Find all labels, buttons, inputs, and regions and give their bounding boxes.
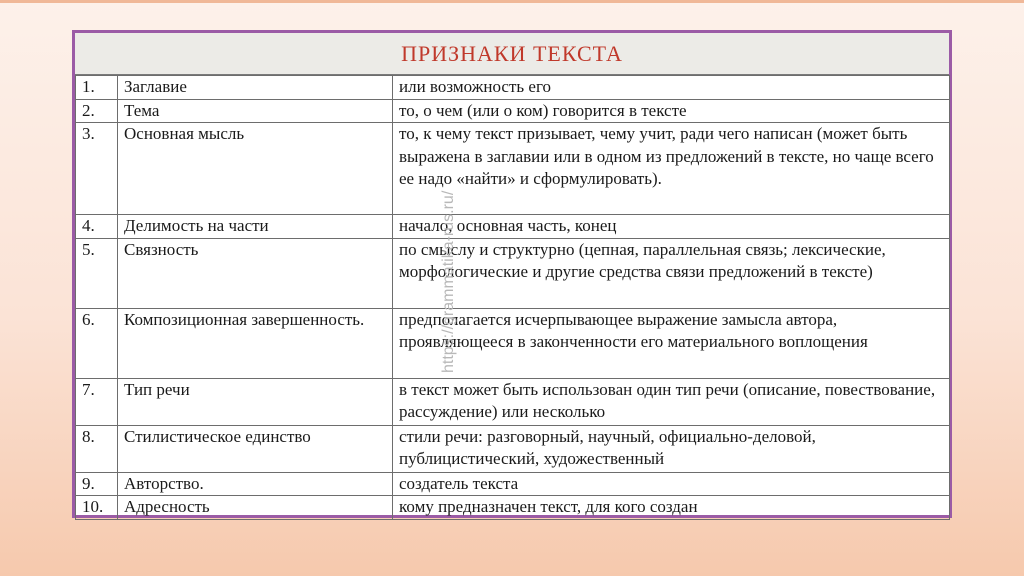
table-row (76, 215, 950, 239)
feature-description: то, о чем (или о ком) говорится в тексте (393, 99, 950, 123)
row-number: 10. (76, 496, 118, 520)
table-row (76, 76, 950, 100)
row-number: 4. (76, 215, 118, 239)
table-row (76, 308, 950, 378)
feature-name: Тип речи (118, 378, 393, 425)
table-row (76, 99, 950, 123)
row-number: 8. (76, 425, 118, 472)
top-accent-line (0, 0, 1024, 3)
feature-name: Стилистическое единство (118, 425, 393, 472)
row-number: 1. (76, 76, 118, 100)
feature-description: создатель текста (393, 472, 950, 496)
feature-name: Композиционная завершенность. (118, 308, 393, 378)
table-row (76, 496, 950, 520)
feature-description: начало, основная часть, конец (393, 215, 950, 239)
table-row (76, 238, 950, 308)
feature-name: Делимость на части (118, 215, 393, 239)
feature-description: по смыслу и структурно (цепная, параллельная связь; лексические, морфологические и другие средства связи предложений в тексте) (393, 238, 950, 308)
row-number: 3. (76, 123, 118, 215)
table-row (76, 123, 950, 215)
site-watermark: https://grammatika-rus.ru/ (440, 190, 457, 373)
feature-name: Связность (118, 238, 393, 308)
feature-description: то, к чему текст призывает, чему учит, ради чего написан (может быть выражена в заглавии или в одном из предложений в тексте, но чаще всего ее надо «найти» и сформулировать). (393, 123, 950, 215)
feature-name: Адресность (118, 496, 393, 520)
row-number: 5. (76, 238, 118, 308)
feature-name: Авторство. (118, 472, 393, 496)
row-number: 2. (76, 99, 118, 123)
table-title: ПРИЗНАКИ ТЕКСТА (401, 41, 623, 66)
features-table (75, 75, 950, 520)
feature-description: или возможность его (393, 76, 950, 100)
feature-description: стили речи: разговорный, научный, официально-деловой, публицистический, художественный (393, 425, 950, 472)
title-bar (75, 33, 949, 75)
row-number: 9. (76, 472, 118, 496)
feature-description: предполагается исчерпывающее выражение замысла автора, проявляющееся в законченности его материального воплощения (393, 308, 950, 378)
table-row (76, 425, 950, 472)
feature-description: кому предназначен текст, для кого создан (393, 496, 950, 520)
table-row (76, 472, 950, 496)
row-number: 7. (76, 378, 118, 425)
table-row (76, 378, 950, 425)
feature-name: Заглавие (118, 76, 393, 100)
feature-name: Тема (118, 99, 393, 123)
feature-name: Основная мысль (118, 123, 393, 215)
feature-description: в текст может быть использован один тип речи (описание, повествование, рассуждение) или несколько (393, 378, 950, 425)
table-frame (72, 30, 952, 518)
row-number: 6. (76, 308, 118, 378)
